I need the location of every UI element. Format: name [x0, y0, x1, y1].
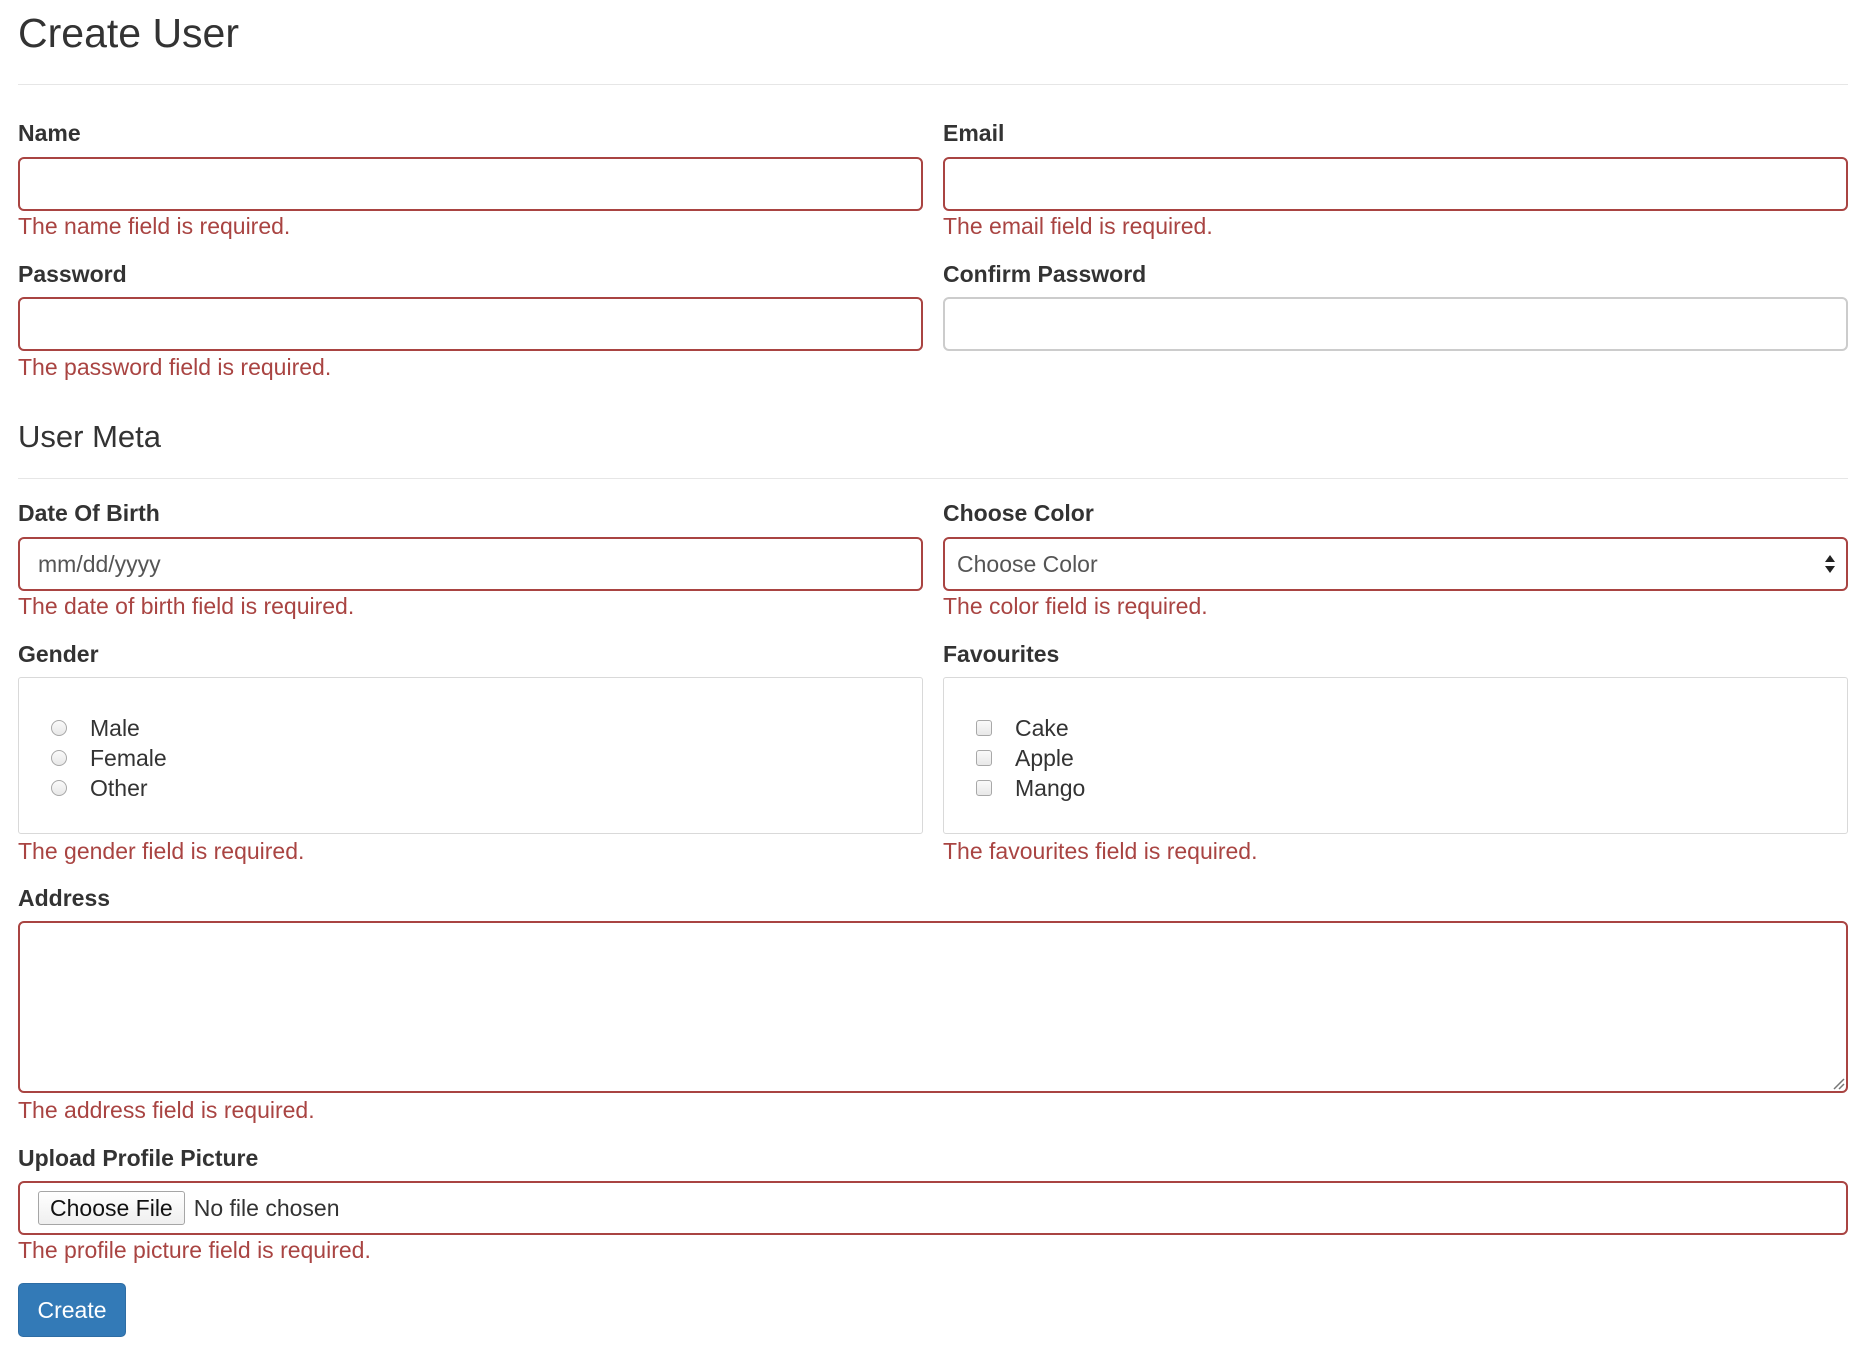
- radio-button[interactable]: [51, 780, 67, 796]
- resize-grip-icon[interactable]: [1831, 1076, 1845, 1090]
- color-select-value: Choose Color: [957, 550, 1098, 577]
- profile-picture-error: The profile picture field is required.: [18, 1237, 371, 1263]
- favourites-label: Favourites: [943, 641, 1060, 667]
- gender-option-label: Male: [90, 715, 140, 741]
- checkbox[interactable]: [976, 780, 992, 796]
- password-error: The password field is required.: [18, 354, 332, 380]
- favourites-option-cake[interactable]: [976, 713, 1069, 743]
- gender-options-box: [18, 677, 923, 834]
- choose-color-label: Choose Color: [943, 500, 1094, 526]
- gender-option-label: Other: [90, 775, 148, 801]
- radio-button[interactable]: [51, 750, 67, 766]
- color-select[interactable]: [943, 537, 1848, 591]
- create-button[interactable]: Create: [18, 1283, 126, 1337]
- date-of-birth-input[interactable]: [18, 537, 923, 591]
- file-status-text: No file chosen: [193, 1194, 340, 1221]
- email-label: Email: [943, 120, 1005, 146]
- favourites-option-apple[interactable]: [976, 743, 1074, 773]
- checkbox[interactable]: [976, 720, 992, 736]
- date-of-birth-error: The date of birth field is required.: [18, 593, 355, 619]
- favourites-option-label: Mango: [1015, 775, 1086, 801]
- address-label: Address: [18, 885, 111, 911]
- address-wrapper: [18, 921, 1848, 1093]
- favourites-error: The favourites field is required.: [943, 838, 1258, 864]
- address-error: The address field is required.: [18, 1097, 315, 1123]
- name-input[interactable]: [18, 157, 923, 211]
- profile-picture-label: Upload Profile Picture: [18, 1145, 259, 1171]
- password-label: Password: [18, 261, 127, 287]
- radio-button[interactable]: [51, 720, 67, 736]
- favourites-options-box: [943, 677, 1848, 834]
- favourites-option-label: Cake: [1015, 715, 1069, 741]
- favourites-option-label: Apple: [1015, 745, 1074, 771]
- page-title: Create User: [18, 10, 240, 56]
- gender-option-other[interactable]: [51, 773, 148, 803]
- user-meta-heading: User Meta: [18, 419, 161, 454]
- user-meta-divider: [18, 478, 1848, 479]
- gender-label: Gender: [18, 641, 99, 667]
- confirm-password-input[interactable]: [943, 297, 1848, 351]
- profile-picture-input[interactable]: [18, 1181, 1848, 1235]
- updown-arrows-icon: [1824, 553, 1836, 575]
- gender-option-male[interactable]: [51, 713, 140, 743]
- gender-error: The gender field is required.: [18, 838, 305, 864]
- password-input[interactable]: [18, 297, 923, 351]
- color-error: The color field is required.: [943, 593, 1208, 619]
- checkbox[interactable]: [976, 750, 992, 766]
- email-error: The email field is required.: [943, 213, 1213, 239]
- date-of-birth-label: Date Of Birth: [18, 500, 160, 526]
- address-textarea[interactable]: [18, 921, 1848, 1093]
- gender-option-label: Female: [90, 745, 167, 771]
- confirm-password-label: Confirm Password: [943, 261, 1147, 287]
- name-error: The name field is required.: [18, 213, 291, 239]
- email-input[interactable]: [943, 157, 1848, 211]
- title-divider: [18, 84, 1848, 85]
- name-label: Name: [18, 120, 81, 146]
- choose-file-button[interactable]: Choose File: [38, 1191, 185, 1225]
- favourites-option-mango[interactable]: [976, 773, 1085, 803]
- gender-option-female[interactable]: [51, 743, 167, 773]
